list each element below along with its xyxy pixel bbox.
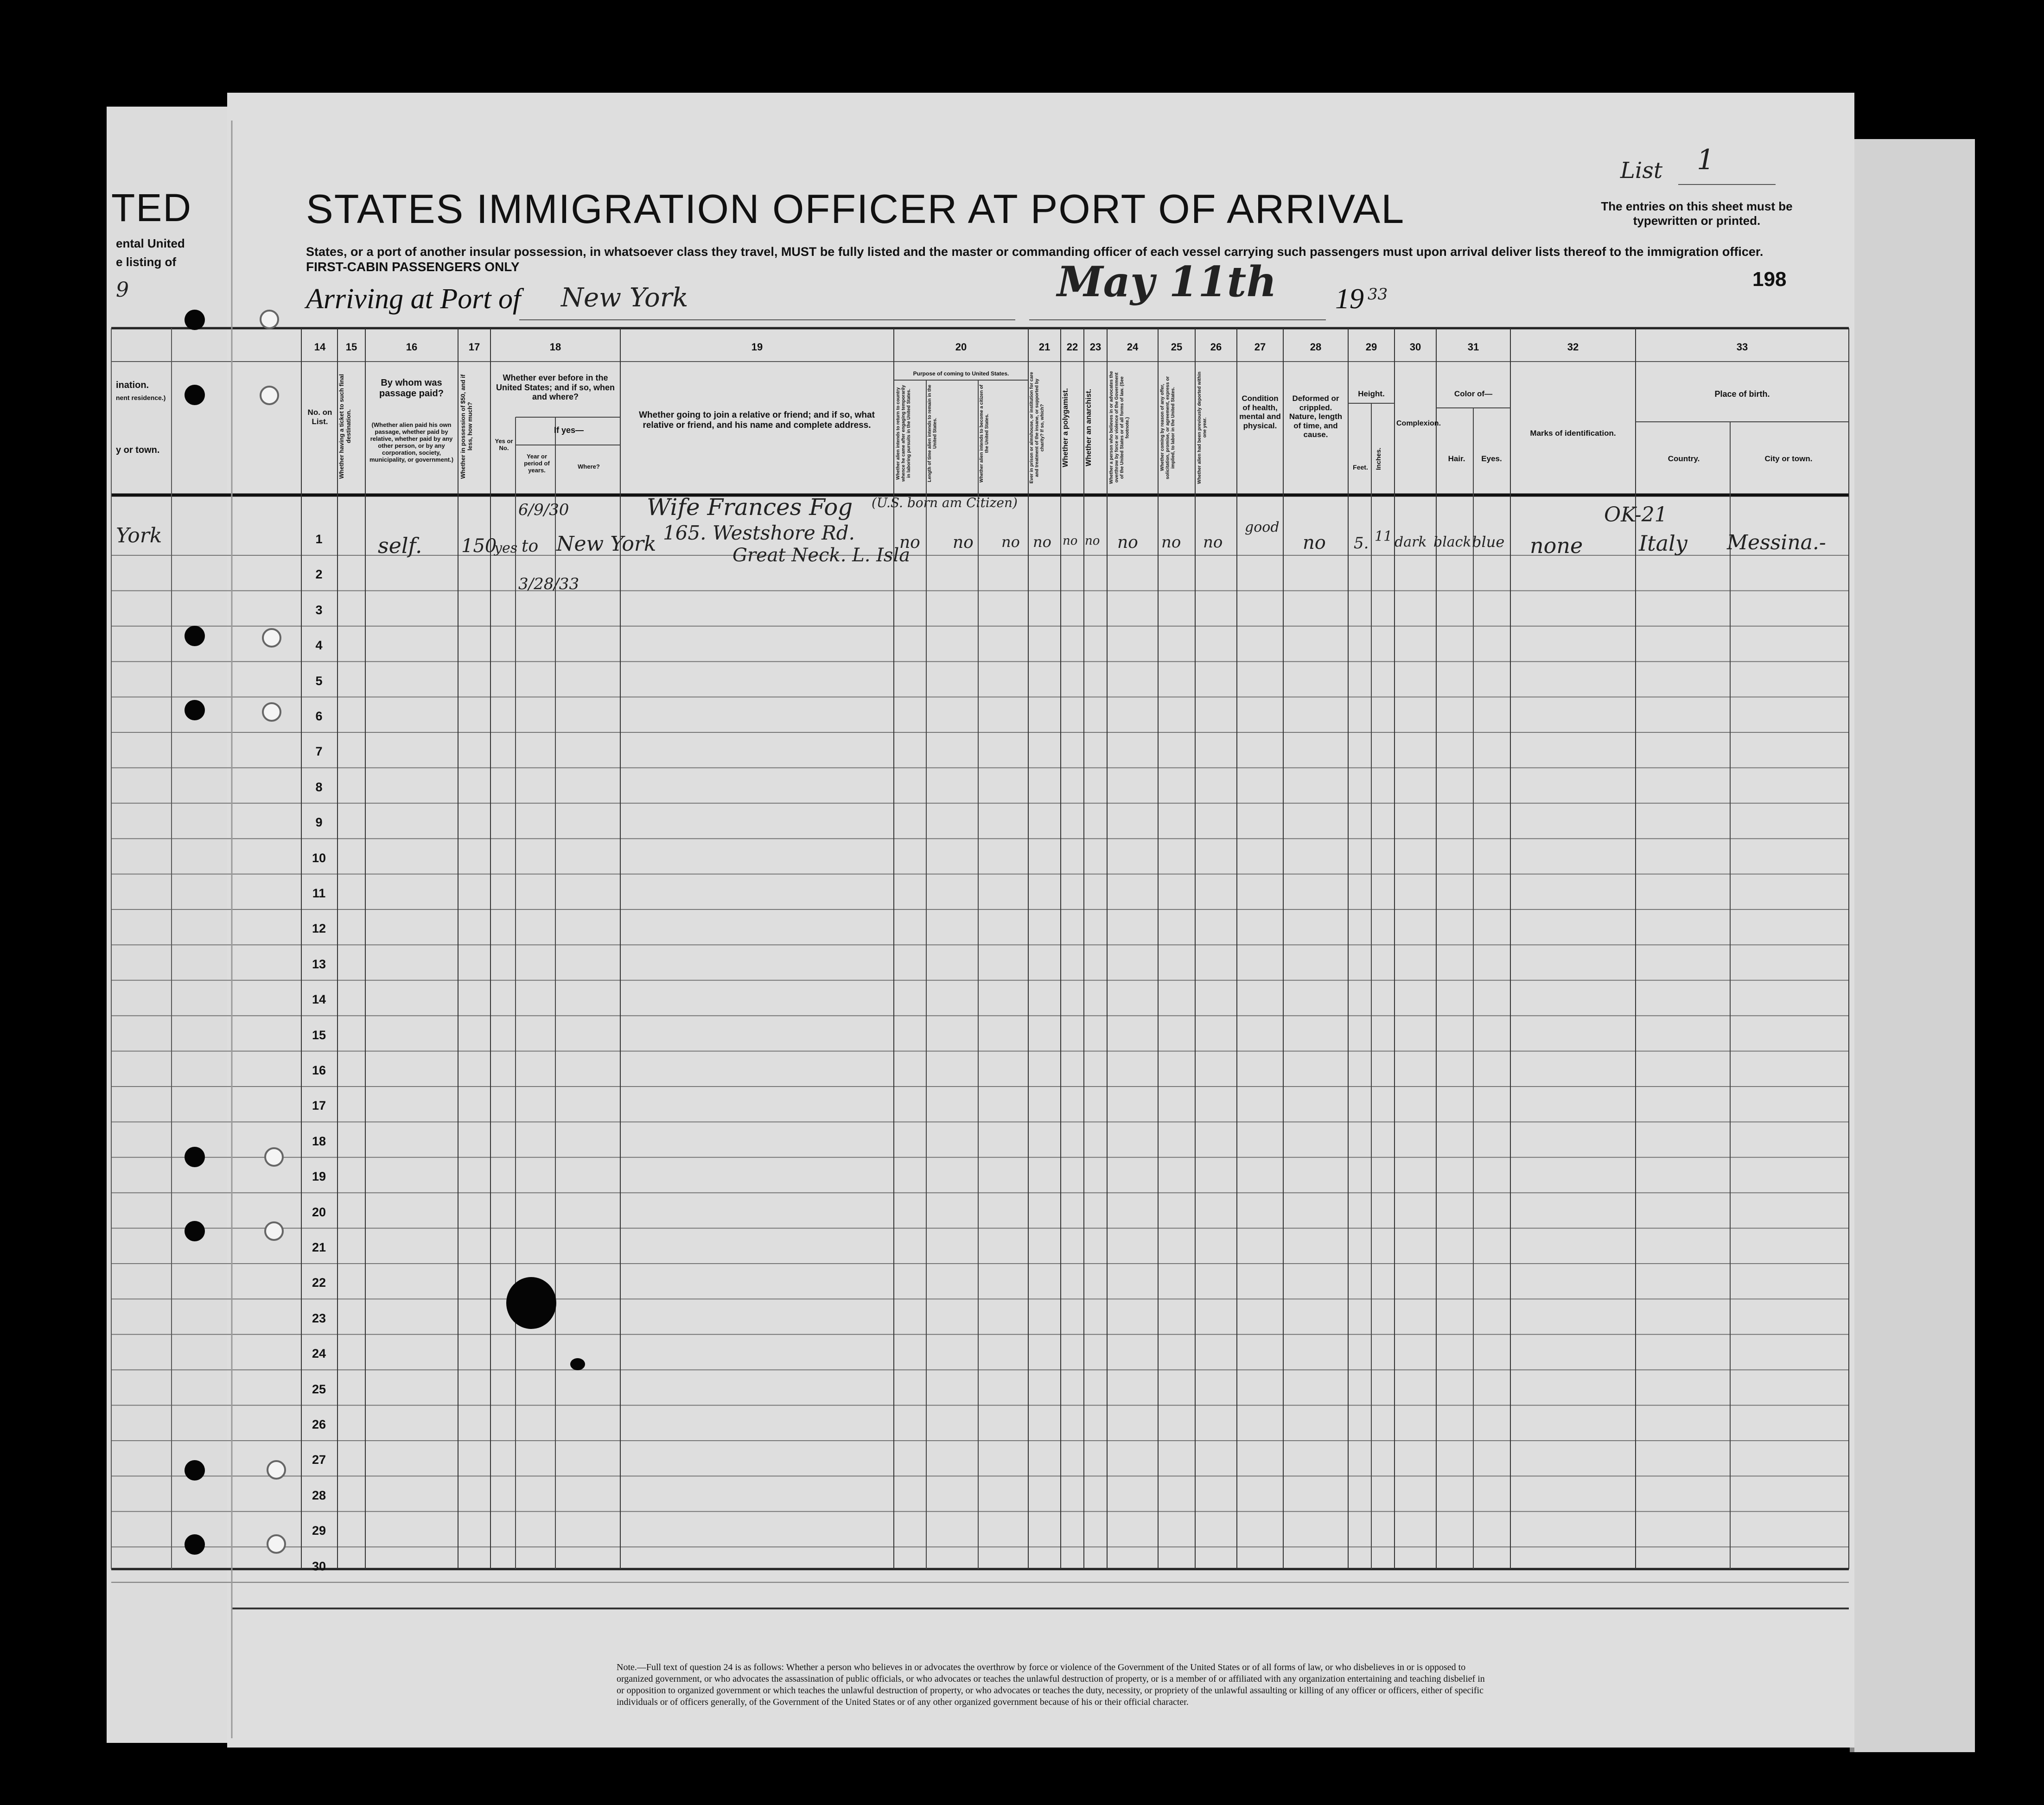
page-title: STATES IMMIGRATION OFFICER AT PORT OF ARRIVAL bbox=[306, 186, 1405, 232]
col-num-16: 16 bbox=[406, 341, 418, 353]
header-deformed: Deformed or crippled. Nature, length of time, and cause. bbox=[1289, 394, 1343, 439]
header-eyes: Eyes. bbox=[1481, 454, 1502, 463]
col-num-15: 15 bbox=[345, 341, 357, 353]
instruction-text: States, or a port of another insular possession, in whatsoever class they travel, MUST be fully listed and the master or commanding officer of each vessel carrying such passengers must upon arrival deliver lists thereof to the immigration officer. bbox=[306, 245, 1764, 259]
header-prison: Ever in prison or almshouse, or institution for care and treatment of the insane, or supported by charity? If so, which? bbox=[1029, 372, 1045, 483]
header-polygamist: Whether a polygamist. bbox=[1062, 388, 1070, 467]
entry-join-line3: Great Neck. L. Isla bbox=[732, 545, 911, 566]
row-number: 18 bbox=[312, 1134, 326, 1148]
left-fragment-line1: ental United bbox=[116, 236, 185, 250]
binder-ring bbox=[262, 628, 281, 648]
binder-hole bbox=[185, 1460, 205, 1481]
arriving-label: Arriving at Port of bbox=[306, 283, 521, 315]
binder-ring bbox=[260, 386, 279, 405]
entry-excluded: no bbox=[1161, 533, 1181, 552]
header-passage-note: (Whether alien paid his own passage, whether paid by relative, whether paid by any other person, or by any corporation, society, municipality, or government.) bbox=[369, 421, 454, 463]
left-fragment-col-c: y or town. bbox=[116, 445, 160, 455]
entry-height-inches: 11 bbox=[1375, 528, 1393, 545]
binder-ring bbox=[264, 1147, 284, 1167]
binder-hole bbox=[185, 1221, 205, 1241]
row-number: 10 bbox=[312, 851, 326, 865]
col-num-25: 25 bbox=[1171, 341, 1183, 353]
entry-join-note: (U.S. born am Citizen) bbox=[872, 495, 1018, 510]
row-number: 1 bbox=[315, 532, 323, 546]
row-number: 13 bbox=[312, 957, 326, 971]
entry-health: good bbox=[1245, 519, 1280, 535]
class-note: FIRST-CABIN PASSENGERS ONLY bbox=[306, 260, 520, 274]
header-overthrow: Whether a person who believes in or advocates the overthrow by force or violence of the Government of the United States or of all forms of law. (See footnote.) bbox=[1109, 371, 1130, 484]
row-number: 21 bbox=[312, 1240, 326, 1254]
row-number: 20 bbox=[312, 1205, 326, 1219]
header-intends-return: Whether alien intends to return to country whence he came after engaging temporarily in laboring pursuits in the United States. bbox=[896, 385, 911, 482]
binder-hole bbox=[185, 1147, 205, 1167]
header-condition: Condition of health, mental and physical. bbox=[1239, 394, 1281, 430]
entry-length-stay: no bbox=[953, 533, 974, 552]
entry-period-to: to bbox=[522, 537, 539, 556]
entry-marks-annotation: OK-21 bbox=[1604, 503, 1668, 527]
row-number: 19 bbox=[312, 1169, 326, 1184]
header-place-birth: Place of birth. bbox=[1714, 389, 1770, 399]
entry-height-feet: 5. bbox=[1354, 534, 1369, 553]
row-number: 15 bbox=[312, 1028, 326, 1042]
header-passage: By whom was passage paid? bbox=[379, 378, 444, 399]
row-number: 26 bbox=[312, 1417, 326, 1431]
header-height: Height. bbox=[1358, 389, 1385, 398]
header-ticket: Whether having a ticket to such final destination. bbox=[338, 374, 352, 479]
left-fragment-entry: York bbox=[116, 524, 162, 547]
year-prefix: 19 bbox=[1335, 283, 1364, 315]
header-before: Whether ever before in the United States; and if so, when and where? bbox=[496, 373, 615, 402]
row-number: 4 bbox=[315, 638, 323, 653]
entry-polygamist: no bbox=[1063, 534, 1078, 548]
page-number: 198 bbox=[1752, 268, 1787, 291]
col-num-31: 31 bbox=[1467, 341, 1479, 353]
binder-ring bbox=[262, 702, 281, 722]
entry-citizen: no bbox=[1001, 533, 1020, 551]
col-num-20: 20 bbox=[955, 341, 967, 353]
header-marks: Marks of identification. bbox=[1530, 429, 1616, 438]
binder-ring bbox=[267, 1460, 286, 1480]
row-number: 23 bbox=[312, 1311, 326, 1325]
entry-deformed: no bbox=[1303, 532, 1326, 553]
header-excluded: Whether coming by reason of any offer, solicitation, promise, or agreement, express or implied, to labor in the United States. bbox=[1160, 376, 1176, 479]
col-num-33: 33 bbox=[1736, 341, 1748, 353]
left-fragment-line2: e listing of bbox=[116, 255, 176, 269]
header-color-of: Color of— bbox=[1454, 389, 1493, 398]
col-num-21: 21 bbox=[1038, 341, 1051, 353]
row-number: 3 bbox=[315, 603, 323, 617]
ink-spot bbox=[570, 1358, 585, 1370]
header-hair: Hair. bbox=[1448, 454, 1465, 463]
col-num-14: 14 bbox=[314, 341, 326, 353]
col-num-26: 26 bbox=[1210, 341, 1222, 353]
col-num-30: 30 bbox=[1409, 341, 1421, 353]
entry-prison: no bbox=[1033, 533, 1051, 551]
header-citizen: Whether alien intends to become a citizen of the United States. bbox=[979, 384, 990, 483]
footnote: Note.—Full text of question 24 is as follows: Whether a person who believes in or advocates the overthrow by force or violence of the Government of the United States or of all forms of law, or who disbelieves in or is opposed to organized government, or who advocates the assassination of public officials, or who advocates or teaches the unlawful destruction of property, or is a member of or affiliated with any organization entertaining and teaching disbelief in or opposition to organized government or which teaches the unlawful destruction of property, or who advocates or teaches the duty, necessity, or propriety of the unlawful assaulting or killing of any officer or officers, either of specific individuals or of officers generally, of the Government of the United States or of any other organized government because of his or their official character. bbox=[617, 1662, 1485, 1707]
col-num-18: 18 bbox=[549, 341, 561, 353]
entry-marks: none bbox=[1530, 533, 1583, 558]
entry-country: Italy bbox=[1639, 531, 1687, 556]
entry-complexion: dark bbox=[1395, 534, 1427, 550]
col-num-17: 17 bbox=[468, 341, 480, 353]
col-num-27: 27 bbox=[1254, 341, 1266, 353]
list-number: 1 bbox=[1697, 144, 1715, 176]
list-label: List bbox=[1620, 158, 1663, 184]
left-fragment-col-b: nent residence.) bbox=[116, 394, 166, 401]
entry-hair: black bbox=[1433, 534, 1471, 550]
entry-money: 150 bbox=[461, 535, 497, 557]
col-num-19: 19 bbox=[751, 341, 763, 353]
header-deported: Whether alien had been previously deported within one year. bbox=[1197, 371, 1208, 484]
header-period: Year or period of years. bbox=[524, 453, 550, 474]
binder-hole bbox=[185, 1534, 205, 1555]
binder-ring bbox=[264, 1221, 284, 1241]
typewritten-note: The entries on this sheet must be typewritten or printed. bbox=[1601, 199, 1793, 228]
row-number: 22 bbox=[312, 1276, 326, 1290]
entry-period-from: 6/9/30 bbox=[518, 501, 569, 519]
left-fragment-title: TED bbox=[111, 186, 192, 229]
header-feet: Feet. bbox=[1353, 464, 1368, 471]
col-num-22: 22 bbox=[1066, 341, 1078, 353]
header-country: Country. bbox=[1668, 454, 1700, 463]
binder-ring bbox=[267, 1534, 286, 1554]
entry-city: Messina.- bbox=[1727, 531, 1826, 554]
entry-deported: no bbox=[1203, 533, 1223, 552]
row-number: 8 bbox=[315, 780, 323, 794]
row-number: 6 bbox=[315, 709, 323, 723]
header-join: Whether going to join a relative or friend; and if so, what relative or friend, and his name and complete address. bbox=[639, 410, 875, 430]
row-number: 28 bbox=[312, 1488, 326, 1502]
left-fragment-year: 9 bbox=[116, 278, 129, 302]
entry-eyes: blue bbox=[1472, 533, 1505, 551]
header-yes-no: Yes or No. bbox=[495, 438, 513, 451]
col-num-32: 32 bbox=[1567, 341, 1579, 353]
row-number: 30 bbox=[312, 1559, 326, 1573]
col-num-24: 24 bbox=[1127, 341, 1139, 353]
row-number: 2 bbox=[315, 567, 323, 582]
entry-passage-paid: self. bbox=[378, 533, 422, 558]
arrival-date: May 11th bbox=[1057, 257, 1277, 306]
header-where: Where? bbox=[578, 463, 600, 470]
header-no-on-list: No. on List. bbox=[307, 408, 332, 426]
col-num-23: 23 bbox=[1089, 341, 1102, 353]
row-number: 7 bbox=[315, 744, 323, 759]
header-inches: Inches. bbox=[1375, 447, 1382, 470]
col-num-29: 29 bbox=[1365, 341, 1377, 353]
row-number: 16 bbox=[312, 1063, 326, 1077]
binder-hole bbox=[185, 385, 205, 405]
binder-ring bbox=[260, 310, 279, 329]
entry-intends-return: no bbox=[899, 533, 920, 552]
ink-blot bbox=[506, 1277, 556, 1329]
header-anarchist: Whether an anarchist. bbox=[1085, 388, 1093, 467]
row-number: 27 bbox=[312, 1453, 326, 1467]
entry-join-line2: 165. Westshore Rd. bbox=[663, 521, 855, 544]
col-num-28: 28 bbox=[1310, 341, 1322, 353]
entry-before-yes: yes bbox=[494, 540, 518, 556]
header-length-stay: Length of time alien intends to remain in the United States. bbox=[927, 385, 938, 483]
row-number: 25 bbox=[312, 1382, 326, 1396]
binder-hole bbox=[185, 626, 205, 646]
row-number: 24 bbox=[312, 1347, 326, 1361]
row-number: 29 bbox=[312, 1524, 326, 1538]
entry-join-line1: Wife Frances Fog bbox=[647, 494, 853, 521]
header-if-yes: If yes— bbox=[554, 426, 584, 435]
header-city: City or town. bbox=[1764, 454, 1813, 463]
binder-hole bbox=[185, 310, 205, 330]
row-number: 14 bbox=[312, 992, 326, 1007]
binder-hole bbox=[185, 700, 205, 720]
entry-period-end: 3/28/33 bbox=[518, 575, 579, 593]
header-complexion: Complexion. bbox=[1396, 419, 1441, 427]
row-number: 5 bbox=[315, 674, 323, 688]
entry-where: New York bbox=[556, 532, 656, 556]
entry-anarchist: no bbox=[1085, 534, 1100, 548]
row-number: 9 bbox=[315, 815, 323, 830]
header-money: Whether in possession of $50, and if less, how much? bbox=[459, 374, 473, 479]
entry-overthrow: no bbox=[1117, 533, 1138, 552]
row-number: 12 bbox=[312, 922, 326, 936]
header-purpose: Purpose of coming to United States. bbox=[913, 370, 1009, 377]
row-number: 11 bbox=[312, 886, 326, 900]
year-suffix: 33 bbox=[1368, 285, 1388, 304]
row-number: 17 bbox=[312, 1099, 326, 1113]
left-fragment-col-a: ination. bbox=[116, 380, 149, 390]
port-name: New York bbox=[561, 283, 688, 313]
